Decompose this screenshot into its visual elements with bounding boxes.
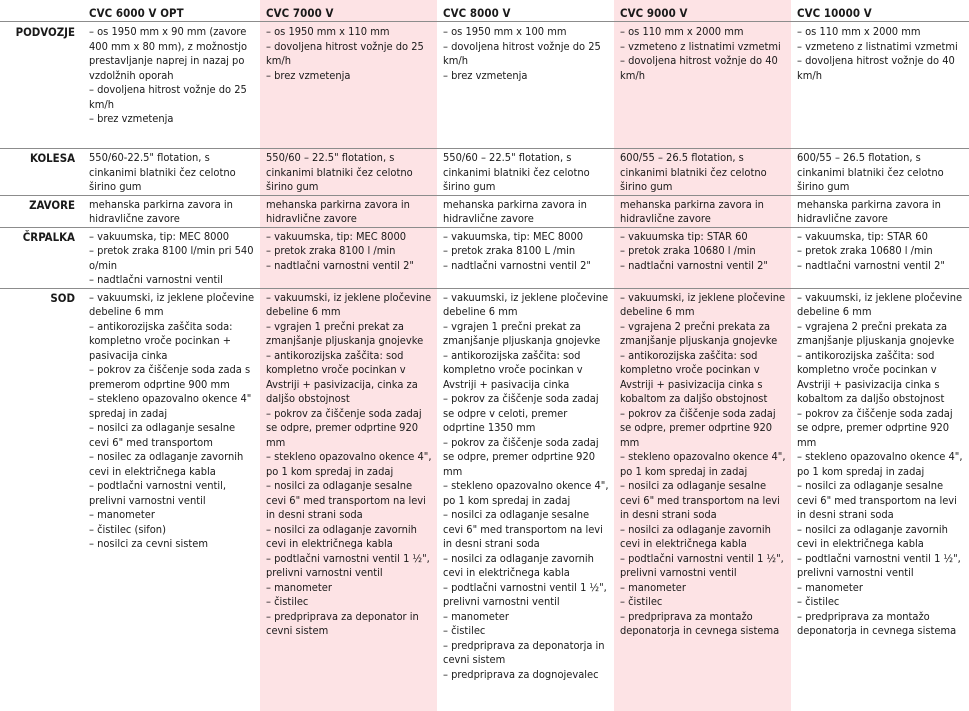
spec-line: – brez vzmetenja xyxy=(266,68,351,82)
spec-line: – čistilec xyxy=(620,595,663,608)
spec-row-crpalka xyxy=(0,227,969,288)
spec-line: – manometer xyxy=(266,580,332,594)
spec-line: – vgrajen 1 prečni prekat za zmanjšanje pljuskanja gnojevke xyxy=(443,319,601,347)
column-header: CVC 7000 V xyxy=(260,0,437,22)
spec-cell xyxy=(83,195,260,227)
spec-line: – antikorozijska zaščita: sod kompletno vroče pocinkan v Avstriji + pasivizacija, cinka za daljšo obstojnost xyxy=(266,348,418,405)
spec-line: – čistilec xyxy=(266,595,309,608)
spec-line: – vzmeteno z listnatimi vzmetmi xyxy=(797,39,958,53)
spec-cell xyxy=(260,288,437,711)
spec-cell xyxy=(83,288,260,711)
spec-line: – nosilci za odlaganje sesalne cevi 6" med transportom na levi in desni strani soda xyxy=(620,479,780,521)
spec-line: – dovoljena hitrost vožnje do 25 km/h xyxy=(89,83,247,111)
spec-line: 600/55 – 26.5 flotation, s cinkanimi blatniki čez celotno širino gum xyxy=(797,151,944,193)
spec-cell xyxy=(260,22,437,149)
spec-line: – vakuumski, iz jeklene pločevine debeline 6 mm xyxy=(797,290,963,318)
spec-line: – antikorozijska zaščita: sod kompletno vroče pocinkan v Avstriji + pasivacija cinka xyxy=(443,348,583,391)
spec-line: – pretok zraka 8100 L /min xyxy=(443,244,576,257)
spec-line: 600/55 – 26.5 flotation, s cinkanimi blatniki čez celotno širino gum xyxy=(620,151,767,193)
row-label: ZAVORE xyxy=(29,197,75,212)
spec-cell xyxy=(791,22,969,149)
spec-line: – pokrov za čiščenje soda zadaj se odpre, premer odprtine 920 mm xyxy=(620,406,776,449)
spec-line: – predpriprava za montažo deponatorja in cevnega sistema xyxy=(620,609,780,637)
spec-line: – pretok zraka 10680 l /min xyxy=(620,244,756,257)
spec-line: – dovoljena hitrost vožnje do 25 km/h xyxy=(443,39,601,67)
spec-line: – stekleno opazovalno okence 4", po 1 kom spredaj in zadaj xyxy=(443,479,609,507)
spec-line: – nadtlačni varnostni ventil 2" xyxy=(797,258,945,272)
spec-cell xyxy=(83,22,260,149)
spec-line: – vakuumska, tip: MEC 8000 xyxy=(443,229,584,243)
spec-line: – vakuumski, iz jeklene pločevine debeline 6 mm xyxy=(443,290,609,318)
spec-line: – dovoljena hitrost vožnje do 40 km/h xyxy=(620,54,778,82)
spec-line: mehanska parkirna zavora in hidravlične zavore xyxy=(89,197,233,225)
spec-line: – nosilci za odlaganje sesalne cevi 6" med transportom na levi in desni strani soda xyxy=(266,479,426,521)
spec-line: – nosilci za odlaganje sesalne cevi 6" med transportom na levi in desni strani soda xyxy=(443,508,603,550)
spec-cell xyxy=(791,195,969,227)
spec-cell xyxy=(791,227,969,288)
spec-cell xyxy=(614,288,791,711)
spec-line: – podtlačni varnostni ventil 1 ½", prelivni varnostni ventil xyxy=(443,580,607,608)
spec-cell xyxy=(437,227,614,288)
spec-line: – nadtlačni varnostni ventil 2" xyxy=(443,258,591,272)
spec-line: – vakuumski, iz jeklene pločevine debeline 6 mm xyxy=(620,290,786,318)
spec-line: – pokrov za čiščenje soda zadaj se odpre v celoti, premer odprtine 1350 mm xyxy=(443,392,599,434)
spec-line: – vakuumska, tip: MEC 8000 xyxy=(89,229,230,243)
spec-cell xyxy=(260,149,437,196)
spec-line: – nosilci za odlaganje sesalne cevi 6" med transportom xyxy=(89,421,236,449)
column-header: CVC 9000 V xyxy=(614,0,791,22)
spec-line: – antikorozijska zaščita: sod kompletno vroče pocinkan v Avstriji + pasivizacija cinka s kobaltom za daljšo obstojnost xyxy=(797,348,945,405)
spec-line: – predpriprava za deponatorja in cevni sistem xyxy=(443,638,605,666)
spec-line: – stekleno opazovalno okence 4" spredaj in zadaj xyxy=(89,392,252,420)
spec-line: mehanska parkirna zavora in hidravlične zavore xyxy=(266,197,410,225)
column-header: CVC 6000 V OPT xyxy=(89,6,184,20)
spec-line: – os 1950 mm x 90 mm (zavore 400 mm x 80 mm), z možnostjo prestavljanje naprej in nazaj po vzdolžnih oporah xyxy=(89,25,247,82)
spec-line: – manometer xyxy=(443,609,509,623)
spec-line: – čistilec xyxy=(797,595,840,608)
spec-line: – predpriprava za deponator in cevni sistem xyxy=(266,609,419,637)
spec-cell xyxy=(614,149,791,196)
spec-row-podvozje xyxy=(0,22,969,149)
spec-line: – nadtlačni varnostni ventil 2" xyxy=(266,258,414,272)
spec-line: – vakuumska, tip: MEC 8000 xyxy=(266,229,407,243)
spec-line: 550/60 – 22.5" flotation, s cinkanimi blatniki čez celotno širino gum xyxy=(443,151,590,193)
spec-line: – pretok zraka 10680 l /min xyxy=(797,244,933,257)
row-label: SOD xyxy=(50,290,75,305)
spec-line: – vgrajena 2 prečni prekata za zmanjšanje pljuskanja gnojevke xyxy=(620,319,778,347)
spec-line: – dovoljena hitrost vožnje do 25 km/h xyxy=(266,39,424,67)
spec-line: – podtlačni varnostni ventil 1 ½", prelivni varnostni ventil xyxy=(266,551,430,579)
spec-cell xyxy=(260,195,437,227)
spec-line: – nosilec za odlaganje zavornih cevi in električnega kabla xyxy=(89,450,244,478)
header-row xyxy=(0,0,969,22)
spec-line: – vakuumski, iz jeklene pločevine debeline 6 mm xyxy=(266,290,432,318)
spec-cell xyxy=(437,288,614,711)
spec-line: mehanska parkirna zavora in hidravlične zavore xyxy=(797,197,941,225)
spec-line: – brez vzmetenja xyxy=(89,112,174,125)
spec-line: – čistilec xyxy=(443,624,486,637)
spec-line: – nadtlačni varnostni ventil 2" xyxy=(620,258,768,272)
spec-line: – nosilci za odlaganje zavornih cevi in električnega kabla xyxy=(266,522,417,550)
spec-cell xyxy=(614,195,791,227)
spec-cell xyxy=(437,22,614,149)
spec-cell xyxy=(614,22,791,149)
spec-line: – pretok zraka 8100 l /min xyxy=(266,244,396,257)
spec-line: – manometer xyxy=(89,508,155,521)
row-label: PODVOZJE xyxy=(15,25,75,39)
spec-line: – manometer xyxy=(620,580,686,594)
spec-line: – pokrov za čiščenje soda zadaj se odpre, premer odprtine 920 mm xyxy=(443,435,599,478)
spec-line: – nosilci za odlaganje zavornih cevi in električnega kabla xyxy=(797,522,948,550)
spec-line: 550/60-22.5" flotation, s cinkanimi blatniki čez celotno širino gum xyxy=(89,151,236,193)
spec-cell xyxy=(614,227,791,288)
spec-line: – vgrajen 1 prečni prekat za zmanjšanje pljuskanja gnojevke xyxy=(266,319,424,347)
spec-line: – dovoljena hitrost vožnje do 40 km/h xyxy=(797,54,955,82)
spec-line: – brez vzmetenja xyxy=(443,68,528,82)
spec-line: – podtlačni varnostni ventil 1 ½", prelivni varnostni ventil xyxy=(620,551,784,579)
spec-line: – nosilci za odlaganje zavornih cevi in električnega kabla xyxy=(443,551,594,579)
spec-cell xyxy=(437,195,614,227)
spec-line: – podtlačni varnostni ventil 1 ½", prelivni varnostni ventil xyxy=(797,551,961,579)
row-label: KOLESA xyxy=(30,151,75,165)
spec-row-sod xyxy=(0,288,969,711)
spec-line: – podtlačni varnostni ventil, prelivni varnostni ventil xyxy=(89,479,227,507)
spec-line: – pokrov za čiščenje soda zada s premerom odprtine 900 mm xyxy=(89,363,251,391)
spec-line: – antikorozijska zaščita soda: kompletno vroče pocinkan + pasivacija cinka xyxy=(89,319,233,362)
spec-line: – čistilec (sifon) xyxy=(89,522,166,536)
spec-cell xyxy=(83,149,260,196)
spec-cell xyxy=(791,149,969,196)
spec-row-zavore xyxy=(0,195,969,227)
spec-line: – nosilci za cevni sistem xyxy=(89,537,209,550)
spec-line: – os 110 mm x 2000 mm xyxy=(797,25,921,38)
column-header: CVC 8000 V xyxy=(443,6,511,20)
spec-line: – predpriprava za montažo deponatorja in cevnega sistema xyxy=(797,609,957,637)
spec-line: – vakuumska tip: STAR 60 xyxy=(620,229,748,243)
spec-line: – nadtlačni varnostni ventil xyxy=(89,273,223,286)
spec-line: – stekleno opazovalno okence 4", po 1 kom spredaj in zadaj xyxy=(797,450,963,478)
spec-line: – pokrov za čiščenje soda zadaj se odpre, premer odprtine 920 mm xyxy=(797,406,953,449)
spec-line: – pokrov za čiščenje soda zadaj se odpre, premer odprtine 920 mm xyxy=(266,406,422,449)
spec-line: – vakuumski, iz jeklene pločevine debeline 6 mm xyxy=(89,290,255,318)
spec-cell xyxy=(260,227,437,288)
spec-cell xyxy=(437,149,614,196)
spec-line: – manometer xyxy=(797,580,863,594)
spec-line: mehanska parkirna zavora in hidravlične zavore xyxy=(443,197,587,225)
spec-line: – vgrajena 2 prečni prekata za zmanjšanje pljuskanja gnojevke xyxy=(797,319,955,347)
spec-line: – stekleno opazovalno okence 4", po 1 kom spredaj in zadaj xyxy=(266,450,432,478)
spec-row-kolesa xyxy=(0,149,969,196)
spec-line: – stekleno opazovalno okence 4", po 1 kom spredaj in zadaj xyxy=(620,450,786,478)
spec-line: – vakuumska, tip: STAR 60 xyxy=(797,229,928,243)
column-header: CVC 10000 V xyxy=(797,6,872,20)
spec-table-body xyxy=(0,22,969,711)
spec-line: – antikorozijska zaščita: sod kompletno vroče pocinkan v Avstriji + pasivizacija cinka s kobaltom za daljšo obstojnost xyxy=(620,348,768,405)
spec-line: – nosilci za odlaganje zavornih cevi in električnega kabla xyxy=(620,522,771,550)
spec-line: – os 1950 mm x 100 mm xyxy=(443,25,567,38)
spec-line: – predpriprava za dognojevalec xyxy=(443,667,599,681)
spec-line: – pretok zraka 8100 l/min pri 540 o/min xyxy=(89,244,254,272)
spec-line: – os 1950 mm x 110 mm xyxy=(266,25,390,38)
spec-line: – nosilci za odlaganje sesalne cevi 6" med transportom na levi in desni strani soda xyxy=(797,479,957,521)
spec-cell xyxy=(791,288,969,711)
spec-line: – vzmeteno z listnatimi vzmetmi xyxy=(620,39,781,53)
spec-line: 550/60 – 22.5" flotation, s cinkanimi blatniki čez celotno širino gum xyxy=(266,151,413,193)
spec-line: – os 110 mm x 2000 mm xyxy=(620,25,744,38)
row-label: ČRPALKA xyxy=(22,229,75,244)
spec-cell xyxy=(83,227,260,288)
header-corner xyxy=(0,0,83,22)
spec-line: mehanska parkirna zavora in hidravlične zavore xyxy=(620,197,764,225)
